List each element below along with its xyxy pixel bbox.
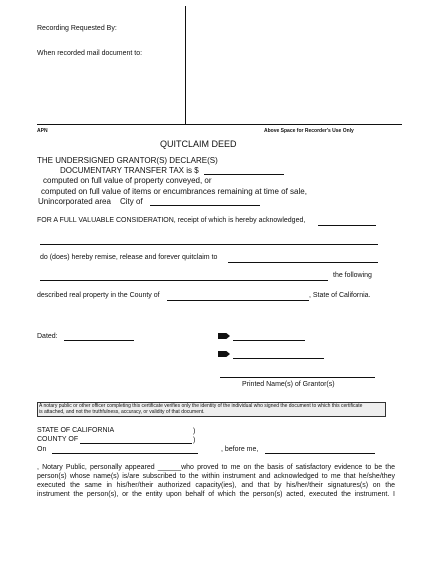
ack-date-field[interactable] (52, 453, 198, 454)
the-following-text: the following (333, 272, 372, 279)
grantee-field[interactable] (228, 262, 378, 263)
county-field[interactable] (167, 300, 309, 301)
recording-requested-by: Recording Requested By: (37, 25, 117, 32)
on-label: On (37, 446, 47, 453)
transfer-tax-label: DOCUMENTARY TRANSFER TAX is $ (60, 166, 199, 175)
computed-less-value: computed on full value of items or encumbrances remaining at time of sale, (41, 187, 307, 196)
ack-paragraph-line-2: person(s) whose name(s) is/are subscribed to the within instrument and acknowledged to me that he/she/they (37, 473, 395, 480)
apn-label: APN (37, 128, 48, 134)
ack-paragraph-line-3: executed the same in his/her/their authorized capacity(ies), and that by his/her/their signatures(s) on the (37, 482, 395, 489)
consideration-text: FOR A FULL VALUABLE CONSIDERATION, receipt of which is hereby acknowledged, (37, 217, 306, 224)
state-of-california: STATE OF CALIFORNIA (37, 427, 115, 434)
unincorporated-area: Unincorporated area (38, 197, 111, 206)
transfer-tax-field[interactable] (204, 174, 284, 175)
computed-full-value: computed on full value of property conveyed, or (43, 176, 212, 185)
grantor-declaration: THE UNDERSIGNED GRANTOR(S) DECLARE(S) (37, 156, 218, 165)
header-rule (37, 124, 402, 125)
printed-names-label: Printed Name(s) of Grantor(s) (242, 381, 335, 388)
consideration-field[interactable] (318, 225, 376, 226)
printed-name-field[interactable] (220, 377, 375, 378)
remise-text: do (does) hereby remise, release and forever quitclaim to (40, 254, 218, 261)
city-field[interactable] (150, 205, 260, 206)
recorders-use-label: Above Space for Recorder's Use Only (264, 128, 354, 134)
ack-county-field[interactable] (80, 443, 192, 444)
ack-paragraph-line-1: , Notary Public, personally appeared ______who proved to me on the basis of satisfactory evidence to be the (37, 464, 395, 471)
notary-name-field[interactable] (265, 453, 375, 454)
dated-field[interactable] (64, 340, 134, 341)
dated-label: Dated: (37, 333, 58, 340)
state-suffix: , State of California. (309, 292, 371, 299)
sign-here-arrow-icon (218, 351, 230, 357)
signature-field-2[interactable] (233, 358, 324, 359)
page-title: QUITCLAIM DEED (160, 139, 237, 149)
city-of-label: City of (120, 197, 143, 206)
sign-here-arrow-icon (218, 333, 230, 339)
header-divider (185, 6, 186, 124)
notary-notice-line-2: is attached, and not the truthfulness, accuracy, or validity of that document. (39, 409, 205, 415)
county-prefix: described real property in the County of (37, 292, 160, 299)
mail-to-label: When recorded mail document to: (37, 50, 143, 57)
county-of-label: COUNTY OF (37, 436, 79, 443)
blank-line-2[interactable] (40, 280, 328, 281)
notary-notice-line-1: A notary public or other officer completing this certificate verifies only the identity of the individual who signed the document to which this certificate (39, 403, 363, 409)
bracket-1: ) (193, 428, 196, 435)
ack-paragraph-line-4: instrument the person(s), or the entity upon behalf of which the person(s) acted, executed the instrument. I (37, 491, 395, 498)
before-me-label: , before me, (221, 446, 259, 453)
blank-line-1[interactable] (40, 244, 378, 245)
signature-field-1[interactable] (233, 340, 305, 341)
bracket-2: ) (193, 437, 196, 444)
